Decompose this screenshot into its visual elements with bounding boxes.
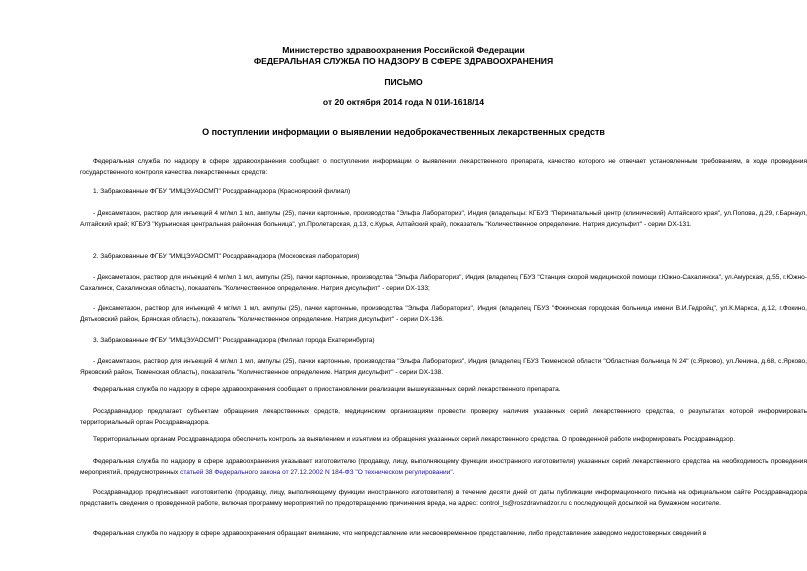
paragraph-check-proposal: Росздравнадзор предлагает субъектам обращения лекарственных средств, медицинским организациям провести проверку наличия указанных серий лекарственного средства, о результатах которой информировать территориальный орган Росздравнадзора. [80,408,807,426]
paragraph-item-dx136: - Дексаметазон, раствор для инъекций 4 мг/мл 1 мл, ампулы (25), пачки картонные, производства "Эльфа Лабораториз", Индия (владелец ГБУЗ "Фокинская городская больница имени В.И.Гедройц", ул.К.Маркса, д.12, г.Фокино, Дятьковский район, Брянская область), показатель "Количественное определение. Натрия дисульфит" - серии DX-136. [80,305,807,323]
letter-header [0,45,807,66]
document-subject: О поступлении информации о выявлении недоброкачественных лекарственных средств [202,127,605,137]
paragraph-section-1: 1. Забракованные ФГБУ "ИМЦЭУАОСМП" Росздравнадзора (Красноярский филиал) [93,188,351,195]
paragraph-item-dx131: - Дексаметазон, раствор для инъекций 4 мг/мл 1 мл, ампулы (25), пачки картонные, производства "Эльфа Лабораториз", Индия (владельцы: КГБУЗ "Перинатальный центр (клинический) Алтайского края", ул.Попова, д.29, г.Барнаул, Алтайский край; КГБУЗ "Курьинская центральная районная больница", ул.Пролетарская, д.13, с.Курья, Алтайский край), показатель "Количественное определение. Натрия дисульфит" - серии DX-131. [80,210,807,228]
paragraph-text: Федеральная служба по надзору в сфере здравоохранения указывает изготовителю (продавцу, лицу, выполняющему функции иностранного изготовителя) указанных серий лекарственного средства на необходимость проведения мероприятий, предусмотренных [80,458,807,476]
paragraph-item-dx133: - Дексаметазон, раствор для инъекций 4 мг/мл 1 мл, ампулы (25), пачки картонные, производства "Эльфа Лабораториз", Индия (владелец ГБУЗ "Станция скорой медицинской помощи г.Южно-Сахалинска", ул.Амурская, д.55, г.Южно-Сахалинск, Сахалинская область), показатель "Количественное определение. Натрия дисульфит" - серии DX-133; [80,274,807,292]
paragraph-attention: Федеральная служба по надзору в сфере здравоохранения обращает внимание, что непредставление или несвоевременное представление, либо представление заведомо недостоверных сведений в [93,530,707,537]
service-name: ФЕДЕРАЛЬНАЯ СЛУЖБА ПО НАДЗОРУ В СФЕРЕ ЗДРАВООХРАНЕНИЯ [253,55,554,66]
document-type: ПИСЬМО [384,77,423,87]
paragraph-section-3: 3. Забракованные ФГБУ "ИМЦЭУАОСМП" Росздравнадзора (Филиал города Екатеринбурга) [93,337,375,344]
paragraph-intro: Федеральная служба по надзору в сфере здравоохранения сообщает о поступлении информации о выявлении лекарственного препарата, качество которого не отвечает установленным требованиям, в ходе проведения государственного контроля качества лекарственных средств: [80,158,807,176]
paragraph-item-dx138: - Дексаметазон, раствор для инъекций 4 мг/мл 1 мл, ампулы (25), пачки картонные, производства "Эльфа Лабораториз", Индия (владелец ГБУЗ Тюменской области "Областная больница N 24" (с.Ярково), ул.Ленина, д.68, с.Ярково, Ярковский район, Тюменская область), показатель "Количественное определение. Натрия дисульфит" - серии DX-138. [80,358,807,376]
paragraph-suspension: Федеральная служба по надзору в сфере здравоохранения сообщает о приостановлении реализации вышеуказанных серий лекарственного препарата. [93,386,561,393]
law-article-link[interactable]: статьей 38 Федерального закона от 27.12.2002 N 184-ФЗ "О техническом регулировании" [180,469,453,476]
paragraph-reporting-requirement: Росздравнадзор предписывает изготовителю (продавцу, лицу, выполняющему функции иностранного изготовителя) в течение десяти дней от даты публикации информационного письма на официальном сайте Росздравнадзора представить сведения о проведенной работе, включая программу мероприятий по предотвращению причинения вреда, на адрес: control_ls@roszdravnadzor.ru с последующей досылкой на бумажном носителе. [80,489,807,507]
paragraph-section-2: 2. Забракованные ФГБУ "ИМЦЭУАОСМП" Росздравнадзора (Московская лаборатория) [93,253,360,260]
paragraph-territorial-control: Территориальным органам Росздравнадзора обеспечить контроль за выявлением и изъятием из обращения указанных серий лекарственного средства. О проведенной работе информировать Росздравнадзор. [93,436,736,443]
paragraph-manufacturer-measures [80,456,807,478]
document-date-number: от 20 октября 2014 года N 01И-1618/14 [322,97,485,107]
ministry-name: Министерство здравоохранения Российской Федерации [282,45,525,55]
paragraph-text-end: . [452,469,455,476]
